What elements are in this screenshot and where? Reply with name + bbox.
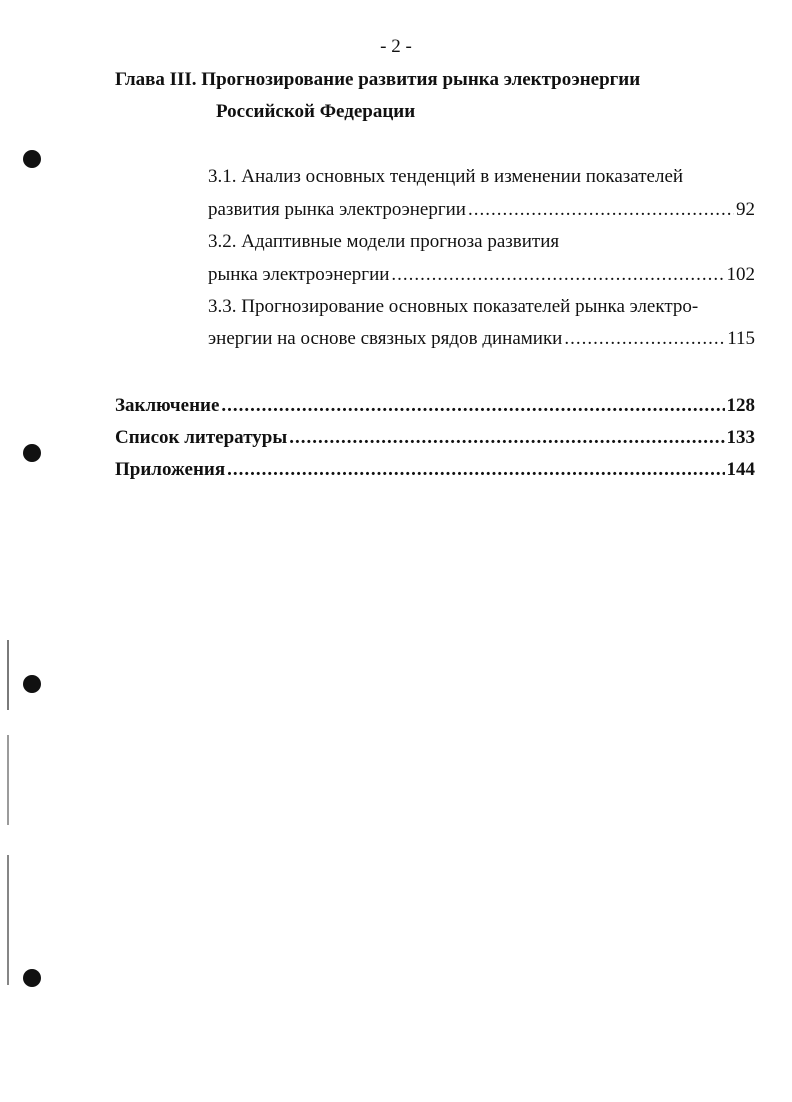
toc-references-page: 133 bbox=[726, 427, 755, 448]
toc-section-3-3-entry bbox=[208, 328, 755, 350]
scan-edge-mark bbox=[7, 735, 9, 825]
toc-leader-dots bbox=[221, 395, 724, 417]
toc-conclusion-page: 128 bbox=[726, 395, 755, 416]
toc-leader-dots bbox=[468, 199, 734, 221]
punch-hole bbox=[23, 444, 41, 462]
punch-hole bbox=[23, 150, 41, 168]
chapter-title-line1: Глава III. Прогнозирование развития рынка электроэнергии bbox=[115, 69, 641, 90]
toc-leader-dots bbox=[289, 427, 724, 449]
toc-section-3-1-line1: 3.1. Анализ основных тенденций в изменении показателей bbox=[208, 166, 684, 187]
toc-appendices-page: 144 bbox=[726, 459, 755, 480]
toc-leader-dots bbox=[564, 328, 725, 350]
page-number: - 2 - bbox=[380, 36, 412, 57]
toc-section-3-2-line1: 3.2. Адаптивные модели прогноза развития bbox=[208, 231, 560, 252]
toc-section-3-1-page: 92 bbox=[736, 199, 755, 220]
toc-conclusion-label: Заключение bbox=[115, 395, 220, 416]
toc-section-3-3-page: 115 bbox=[727, 328, 755, 349]
toc-leader-dots bbox=[227, 459, 724, 481]
toc-conclusion-entry bbox=[115, 395, 755, 417]
toc-appendices-entry bbox=[115, 459, 755, 481]
scan-edge-mark bbox=[7, 855, 9, 985]
toc-section-3-2-entry bbox=[208, 264, 755, 286]
toc-section-3-2-line2: рынка электроэнергии bbox=[208, 264, 390, 285]
toc-leader-dots bbox=[391, 264, 724, 286]
punch-hole bbox=[23, 675, 41, 693]
scan-edge-mark bbox=[7, 640, 9, 710]
toc-references-label: Список литературы bbox=[115, 427, 288, 448]
toc-section-3-3-line2: энергии на основе связных рядов динамики bbox=[208, 328, 563, 349]
toc-references-entry bbox=[115, 427, 755, 449]
toc-section-3-2-page: 102 bbox=[726, 264, 755, 285]
chapter-title-line2: Российской Федерации bbox=[216, 101, 416, 122]
toc-section-3-3-line1: 3.3. Прогнозирование основных показателей рынка электро- bbox=[208, 296, 699, 317]
punch-hole bbox=[23, 969, 41, 987]
toc-section-3-1-entry bbox=[208, 199, 755, 221]
toc-appendices-label: Приложения bbox=[115, 459, 226, 480]
toc-section-3-1-line2: развития рынка электроэнергии bbox=[208, 199, 466, 220]
